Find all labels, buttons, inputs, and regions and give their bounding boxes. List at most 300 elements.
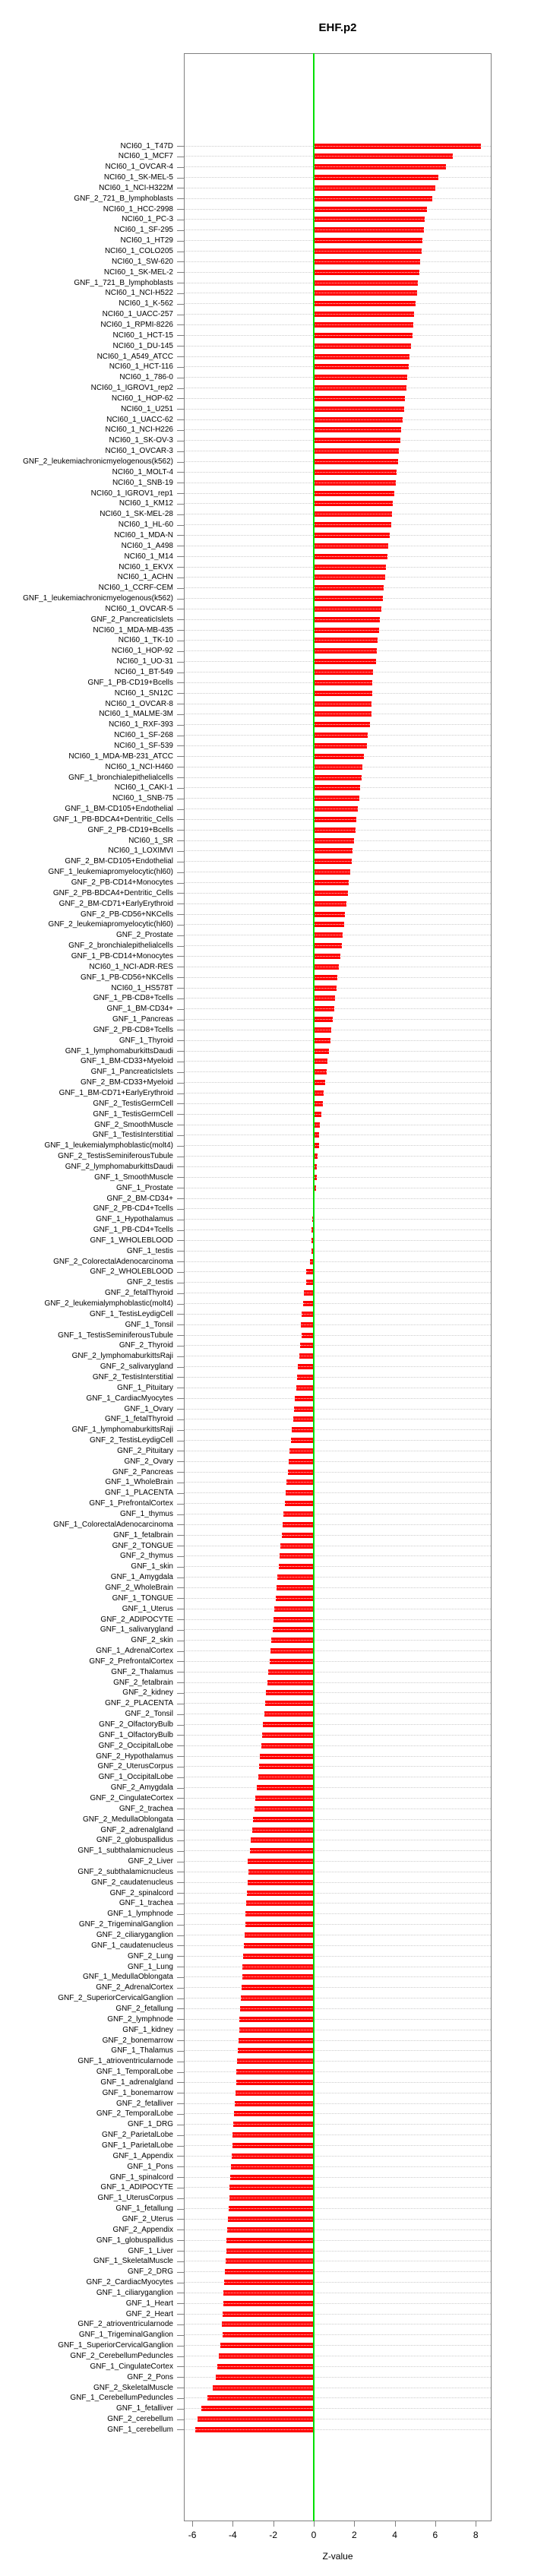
bar — [314, 859, 352, 864]
bar-grid-dots — [283, 1524, 314, 1525]
row-label: NCI60_1_RPMI-8226 — [100, 320, 173, 329]
bar-grid-dots — [314, 261, 420, 262]
bar-grid-dots — [291, 1440, 314, 1441]
row-label: GNF_2_TestisLeydigCell — [89, 1436, 173, 1445]
row-label: NCI60_1_CAKI-1 — [114, 783, 173, 793]
bar — [314, 869, 350, 875]
row-label: GNF_1_caudatenucleus — [91, 1941, 173, 1950]
bar — [232, 2143, 314, 2148]
bar-grid-dots — [216, 2377, 314, 2378]
bar-grid-dots — [303, 1303, 314, 1304]
row-label: GNF_1_MedullaOblongata — [83, 1973, 173, 1982]
row-label: NCI60_1_UO-31 — [116, 657, 173, 666]
row-label: GNF_1_TestisGermCell — [93, 1109, 173, 1119]
x-axis-tick-label: -2 — [269, 2530, 278, 2540]
bar-grid-dots — [239, 2040, 314, 2041]
y-axis-tick — [177, 2177, 184, 2178]
row-label: GNF_1_Liver — [128, 2246, 173, 2255]
bar-grid-dots — [314, 314, 414, 315]
row-label: GNF_2_WHOLEBLOOD — [90, 1267, 173, 1277]
x-axis-tick-label: 6 — [432, 2530, 438, 2540]
bar — [286, 1490, 314, 1495]
row-label: GNF_2_SuperiorCervicalGanglion — [58, 1994, 173, 2003]
bar-grid-dots — [314, 756, 364, 757]
bar — [314, 543, 388, 549]
bar-grid-dots — [314, 1082, 325, 1083]
row-label: GNF_2_MedullaOblongata — [83, 1815, 173, 1824]
y-axis-tick — [177, 1556, 184, 1557]
bar-grid-dots — [195, 2429, 314, 2430]
y-axis-tick — [177, 2377, 184, 2378]
y-axis-tick — [177, 1461, 184, 1462]
y-axis-tick — [177, 1598, 184, 1599]
y-axis-tick — [177, 998, 184, 999]
bar — [314, 1027, 331, 1033]
bar — [314, 986, 337, 991]
bar — [242, 1985, 314, 1990]
row-label: NCI60_1_IGROV1_rep2 — [90, 384, 173, 393]
bar-grid-dots — [238, 2050, 314, 2051]
bar-grid-dots — [314, 1051, 329, 1052]
bar — [267, 1680, 314, 1685]
row-label: GNF_1_PLACENTA — [105, 1489, 173, 1498]
y-axis-tick — [177, 493, 184, 494]
row-label: GNF_1_lymphomaburkittsRaji — [71, 1426, 173, 1435]
bar — [314, 722, 370, 727]
bar — [314, 1090, 324, 1096]
row-label: GNF_1_atrioventricularnode — [77, 2057, 173, 2066]
y-axis-tick — [177, 883, 184, 884]
row-label: NCI60_1_SK-MEL-5 — [103, 173, 173, 182]
y-axis-tick — [177, 1083, 184, 1084]
row-label: GNF_2_Liver — [128, 1857, 173, 1866]
bar-grid-dots — [248, 1882, 314, 1883]
x-axis-tick-label: 0 — [311, 2530, 317, 2540]
bar-grid-dots — [314, 429, 401, 430]
row-label: GNF_1_PB-BDCA4+Dentritic_Cells — [52, 815, 173, 824]
bar — [314, 922, 344, 927]
bar — [288, 1470, 314, 1475]
bar — [285, 1501, 314, 1506]
y-axis-tick — [177, 1493, 184, 1494]
y-axis-tick — [177, 988, 184, 989]
y-axis-tick — [177, 324, 184, 325]
y-axis-tick — [177, 588, 184, 589]
y-axis-tick — [177, 2008, 184, 2009]
row-label: GNF_2_Hypothalamus — [96, 1752, 173, 1761]
bar-grid-dots — [285, 1503, 314, 1504]
row-label: GNF_1_SmoothMuscle — [94, 1172, 173, 1182]
bar-grid-dots — [239, 2019, 314, 2020]
bar-grid-dots — [314, 472, 397, 473]
zero-line — [313, 53, 315, 2521]
bar — [225, 2269, 314, 2274]
bar-grid-dots — [314, 924, 344, 925]
bar — [222, 2321, 314, 2327]
bar — [314, 828, 356, 833]
bar — [314, 596, 383, 601]
bar — [314, 354, 409, 359]
bar — [291, 1438, 314, 1443]
row-label: GNF_1_Pituitary — [117, 1383, 173, 1392]
bar-grid-dots — [289, 1461, 314, 1462]
bar-grid-dots — [227, 2229, 314, 2230]
bar — [303, 1301, 314, 1306]
bar — [302, 1333, 314, 1338]
row-label: GNF_2_CingulateCortex — [90, 1793, 173, 1802]
bar-grid-dots — [255, 1798, 314, 1799]
row-label: NCI60_1_OVCAR-4 — [105, 163, 173, 172]
row-label: NCI60_1_SF-268 — [114, 731, 173, 740]
bar-grid-dots — [226, 2240, 314, 2241]
row-label: NCI60_1_NCI-ADR-RES — [89, 962, 173, 971]
bar-grid-dots — [314, 840, 354, 841]
row-label: GNF_1_salivarygland — [100, 1625, 173, 1635]
row-label: NCI60_1_ACHN — [117, 573, 173, 582]
bar-grid-dots — [265, 1703, 314, 1704]
bar-grid-dots — [314, 219, 425, 220]
bar — [229, 2206, 314, 2211]
bar — [245, 1911, 314, 1916]
y-axis-tick — [177, 2019, 184, 2020]
y-axis-tick — [177, 367, 184, 368]
bar — [314, 638, 378, 643]
bar-grid-dots — [245, 1924, 314, 1925]
bar-grid-dots — [292, 1429, 314, 1430]
bar-grid-dots — [261, 1745, 314, 1746]
y-axis-tick — [177, 925, 184, 926]
x-axis-tick-label: -6 — [188, 2530, 197, 2540]
y-axis-tick — [177, 2398, 184, 2399]
row-label: GNF_1_Appendix — [112, 2151, 173, 2160]
y-axis-tick — [177, 388, 184, 389]
bar — [314, 1132, 319, 1138]
bar-grid-dots — [314, 419, 403, 420]
row-label: NCI60_1_PC-3 — [122, 215, 173, 224]
bar-grid-dots — [314, 661, 376, 662]
row-label: NCI60_1_LOXIMVI — [108, 847, 173, 856]
bar-grid-dots — [244, 1945, 314, 1946]
bar — [314, 312, 414, 317]
x-axis-tick-label: 4 — [392, 2530, 397, 2540]
row-label: NCI60_1_KM12 — [119, 499, 173, 508]
bar — [314, 438, 400, 443]
bar — [314, 417, 403, 422]
bar — [233, 2122, 314, 2127]
bar-grid-dots — [314, 346, 411, 347]
row-label: NCI60_1_NCI-H522 — [105, 289, 173, 298]
y-axis-tick — [177, 2072, 184, 2073]
bar-grid-dots — [276, 1598, 314, 1599]
bar-grid-dots — [217, 2366, 314, 2367]
bar-grid-dots — [314, 251, 422, 252]
y-axis-tick — [177, 356, 184, 357]
row-label: GNF_1_adrenalgland — [100, 2078, 173, 2087]
bar — [295, 1396, 314, 1401]
row-label: GNF_1_fetalliver — [115, 2404, 173, 2413]
row-label: GNF_2_Lung — [127, 1951, 173, 1960]
row-label: GNF_2_fetalliver — [115, 2099, 173, 2108]
y-axis-tick — [177, 178, 184, 179]
bar — [314, 912, 345, 917]
row-label: GNF_1_SuperiorCervicalGanglion — [58, 2341, 173, 2350]
bar-grid-dots — [314, 324, 413, 325]
row-label: NCI60_1_COLO205 — [104, 247, 173, 255]
bar — [314, 396, 405, 401]
bar — [314, 669, 373, 675]
y-axis-tick — [177, 1409, 184, 1410]
row-label: GNF_1_Thyroid — [119, 1036, 173, 1045]
y-axis-tick — [177, 1072, 184, 1073]
bar-grid-dots — [314, 240, 422, 241]
row-label: NCI60_1_M14 — [124, 552, 173, 561]
bar — [314, 891, 348, 896]
bar — [232, 2132, 314, 2138]
bar-grid-dots — [297, 1377, 314, 1378]
row-label: NCI60_1_U251 — [121, 404, 173, 413]
y-axis-tick — [177, 1293, 184, 1294]
bar — [242, 1964, 314, 1970]
bar — [274, 1617, 314, 1622]
row-label: GNF_2_PB-CD4+Tcells — [93, 1204, 173, 1214]
y-axis-tick — [177, 1819, 184, 1820]
y-axis-tick — [177, 335, 184, 336]
bar-grid-dots — [243, 1956, 314, 1957]
row-label: GNF_2_PB-CD14+Monocytes — [71, 878, 173, 887]
row-label: NCI60_1_MDA-MB-435 — [93, 625, 173, 635]
row-label: GNF_1_Uterus — [122, 1604, 173, 1613]
y-axis-tick — [177, 2324, 184, 2325]
bar-grid-dots — [242, 1976, 314, 1977]
y-axis-tick — [177, 430, 184, 431]
row-label: GNF_2_testis — [126, 1278, 173, 1287]
row-label: GNF_2_kidney — [122, 1688, 173, 1698]
y-axis-tick — [177, 914, 184, 915]
bar — [314, 322, 413, 328]
bar-grid-dots — [314, 693, 372, 694]
bar — [240, 2006, 314, 2011]
bar — [314, 574, 385, 580]
y-axis-tick — [177, 693, 184, 694]
row-label: GNF_2_PB-BDCA4+Dentritic_Cells — [52, 888, 173, 897]
bar-grid-dots — [314, 787, 360, 788]
row-label: GNF_2_thymus — [119, 1552, 173, 1561]
row-label: GNF_1_SkeletalMuscle — [93, 2257, 173, 2266]
row-label: GNF_1_PB-CD19+Bcells — [87, 678, 173, 687]
y-axis-tick — [177, 2135, 184, 2136]
row-label: GNF_2_Thyroid — [119, 1341, 173, 1350]
bar-grid-dots — [302, 1335, 314, 1336]
row-label: NCI60_1_IGROV1_rep1 — [90, 489, 173, 498]
bar — [216, 2375, 314, 2380]
bar — [314, 185, 435, 191]
y-axis-tick — [177, 1693, 184, 1694]
row-label: GNF_1_TONGUE — [112, 1593, 173, 1603]
bar-grid-dots — [298, 1366, 314, 1367]
bar — [314, 144, 481, 149]
bar — [314, 817, 356, 822]
bar-grid-dots — [314, 745, 367, 746]
bar — [248, 1859, 314, 1864]
row-label: GNF_2_Appendix — [112, 2225, 173, 2234]
y-axis-tick — [177, 903, 184, 904]
y-axis-tick — [177, 893, 184, 894]
y-axis-tick — [177, 1040, 184, 1041]
row-label: GNF_1_testis — [126, 1246, 173, 1255]
row-label: GNF_1_AdrenalCortex — [96, 1647, 173, 1656]
bar — [244, 1943, 314, 1948]
bar — [258, 1774, 314, 1780]
bar-grid-dots — [277, 1587, 314, 1588]
bar-grid-dots — [314, 377, 407, 378]
y-axis-tick — [177, 409, 184, 410]
row-label: NCI60_1_SF-295 — [114, 226, 173, 235]
row-label: NCI60_1_NCI-H322M — [99, 183, 173, 192]
bar — [314, 838, 354, 843]
y-axis-tick — [177, 1630, 184, 1631]
row-label: GNF_1_Prostate — [115, 1183, 173, 1192]
bar — [243, 1954, 314, 1959]
row-label: GNF_2_SkeletalMuscle — [93, 2383, 173, 2392]
y-axis-tick — [177, 198, 184, 199]
y-axis-tick — [177, 2229, 184, 2230]
row-label: GNF_1_PB-CD56+NKCells — [81, 973, 173, 982]
row-label: GNF_2_lymphnode — [107, 2014, 173, 2024]
row-label: GNF_2_trachea — [119, 1804, 173, 1813]
y-axis-tick — [177, 1672, 184, 1673]
bar-grid-dots — [247, 1893, 314, 1894]
row-label: GNF_1_ColorectalAdenocarcinoma — [53, 1520, 173, 1529]
bar-grid-dots — [225, 2271, 314, 2272]
row-label: NCI60_1_OVCAR-8 — [105, 699, 173, 708]
row-label: GNF_1_TemporalLobe — [96, 2068, 173, 2077]
bar-grid-dots — [314, 882, 349, 883]
bar-grid-dots — [314, 1103, 323, 1104]
bar — [314, 522, 391, 527]
y-axis-tick — [177, 1272, 184, 1273]
bar-grid-dots — [250, 1850, 314, 1851]
bar — [223, 2290, 314, 2296]
bar — [296, 1385, 314, 1391]
y-axis-tick — [177, 293, 184, 294]
bar — [314, 691, 372, 696]
y-axis-tick — [177, 1619, 184, 1620]
bar — [314, 806, 358, 812]
bar — [198, 2416, 314, 2422]
y-axis-tick — [177, 241, 184, 242]
y-axis-tick — [177, 714, 184, 715]
bar-grid-dots — [314, 356, 409, 357]
bar-grid-dots — [229, 2187, 314, 2188]
bar — [226, 2258, 314, 2264]
y-axis-tick — [177, 756, 184, 757]
chart-title: EHF.p2 — [318, 21, 357, 34]
y-axis-tick — [177, 651, 184, 652]
bar-grid-dots — [314, 524, 391, 525]
bar — [224, 2280, 314, 2285]
y-axis-tick — [177, 1304, 184, 1305]
bar — [236, 2090, 314, 2096]
y-axis-tick — [177, 167, 184, 168]
x-axis-tick — [232, 2521, 233, 2527]
bar — [314, 565, 386, 570]
bar-grid-dots — [314, 735, 368, 736]
bar-grid-dots — [314, 850, 353, 851]
bar-grid-dots — [270, 1661, 314, 1662]
bar — [237, 2059, 314, 2064]
row-label: GNF_1_TrigeminalGanglion — [78, 2331, 173, 2340]
row-label: GNF_1_leukemiapromyelocytic(hl60) — [48, 868, 173, 877]
row-label: GNF_2_Ovary — [124, 1457, 173, 1466]
row-label: GNF_1_WholeBrain — [105, 1478, 173, 1487]
bar-grid-dots — [267, 1682, 314, 1683]
bar — [219, 2353, 314, 2359]
bar — [268, 1669, 314, 1675]
row-label: GNF_1_Tonsil — [125, 1320, 173, 1329]
bar-grid-dots — [232, 2156, 314, 2157]
bar-grid-dots — [314, 777, 362, 778]
bar-grid-dots — [288, 1472, 314, 1473]
bar-grid-dots — [201, 2408, 314, 2409]
row-label: NCI60_1_SK-MEL-2 — [103, 267, 173, 277]
bar-grid-dots — [314, 945, 342, 946]
row-label: GNF_1_leukemiachronicmyelogenous(k562) — [23, 594, 173, 603]
bar — [289, 1459, 314, 1464]
bar — [314, 248, 422, 254]
row-label: GNF_1_721_B_lymphoblasts — [74, 278, 173, 287]
row-label: GNF_2_PB-CD8+Tcells — [93, 1025, 173, 1034]
y-axis-tick — [177, 788, 184, 789]
y-axis-tick — [177, 2261, 184, 2262]
row-label: GNF_2_Uterus — [122, 2214, 173, 2223]
bar — [314, 785, 360, 790]
bar — [314, 491, 394, 496]
bar — [314, 1069, 327, 1074]
bar-grid-dots — [257, 1787, 314, 1788]
bar — [201, 2406, 314, 2411]
row-label: GNF_1_CardiacMyocytes — [86, 1394, 173, 1403]
bar-grid-dots — [314, 630, 379, 631]
bar-grid-dots — [314, 198, 432, 199]
row-label: NCI60_1_SNB-19 — [112, 478, 173, 487]
row-label: NCI60_1_UACC-257 — [102, 310, 173, 319]
row-label: GNF_2_PB-CD19+Bcells — [87, 825, 173, 834]
bar — [314, 511, 392, 517]
row-label: GNF_2_TrigeminalGanglion — [78, 1920, 173, 1929]
bar — [314, 796, 359, 801]
row-label: NCI60_1_K-562 — [119, 299, 173, 309]
row-label: NCI60_1_HT29 — [120, 236, 173, 245]
y-axis-tick — [177, 977, 184, 978]
bar — [298, 1364, 314, 1369]
row-label: GNF_2_PancreaticIslets — [90, 615, 173, 624]
y-axis-tick — [177, 2303, 184, 2304]
bar — [314, 385, 406, 391]
row-label: GNF_1_OlfactoryBulb — [99, 1730, 173, 1739]
y-axis-tick — [177, 1777, 184, 1778]
bar — [314, 164, 446, 169]
bar-grid-dots — [314, 567, 386, 568]
y-axis-tick — [177, 630, 184, 631]
bar — [280, 1553, 314, 1559]
bar — [314, 1049, 329, 1054]
y-axis-tick — [177, 272, 184, 273]
y-axis-tick — [177, 1788, 184, 1789]
y-axis-tick — [177, 1093, 184, 1094]
bar-grid-dots — [277, 1577, 314, 1578]
bar-grid-dots — [230, 2177, 314, 2178]
y-axis-tick — [177, 1725, 184, 1726]
